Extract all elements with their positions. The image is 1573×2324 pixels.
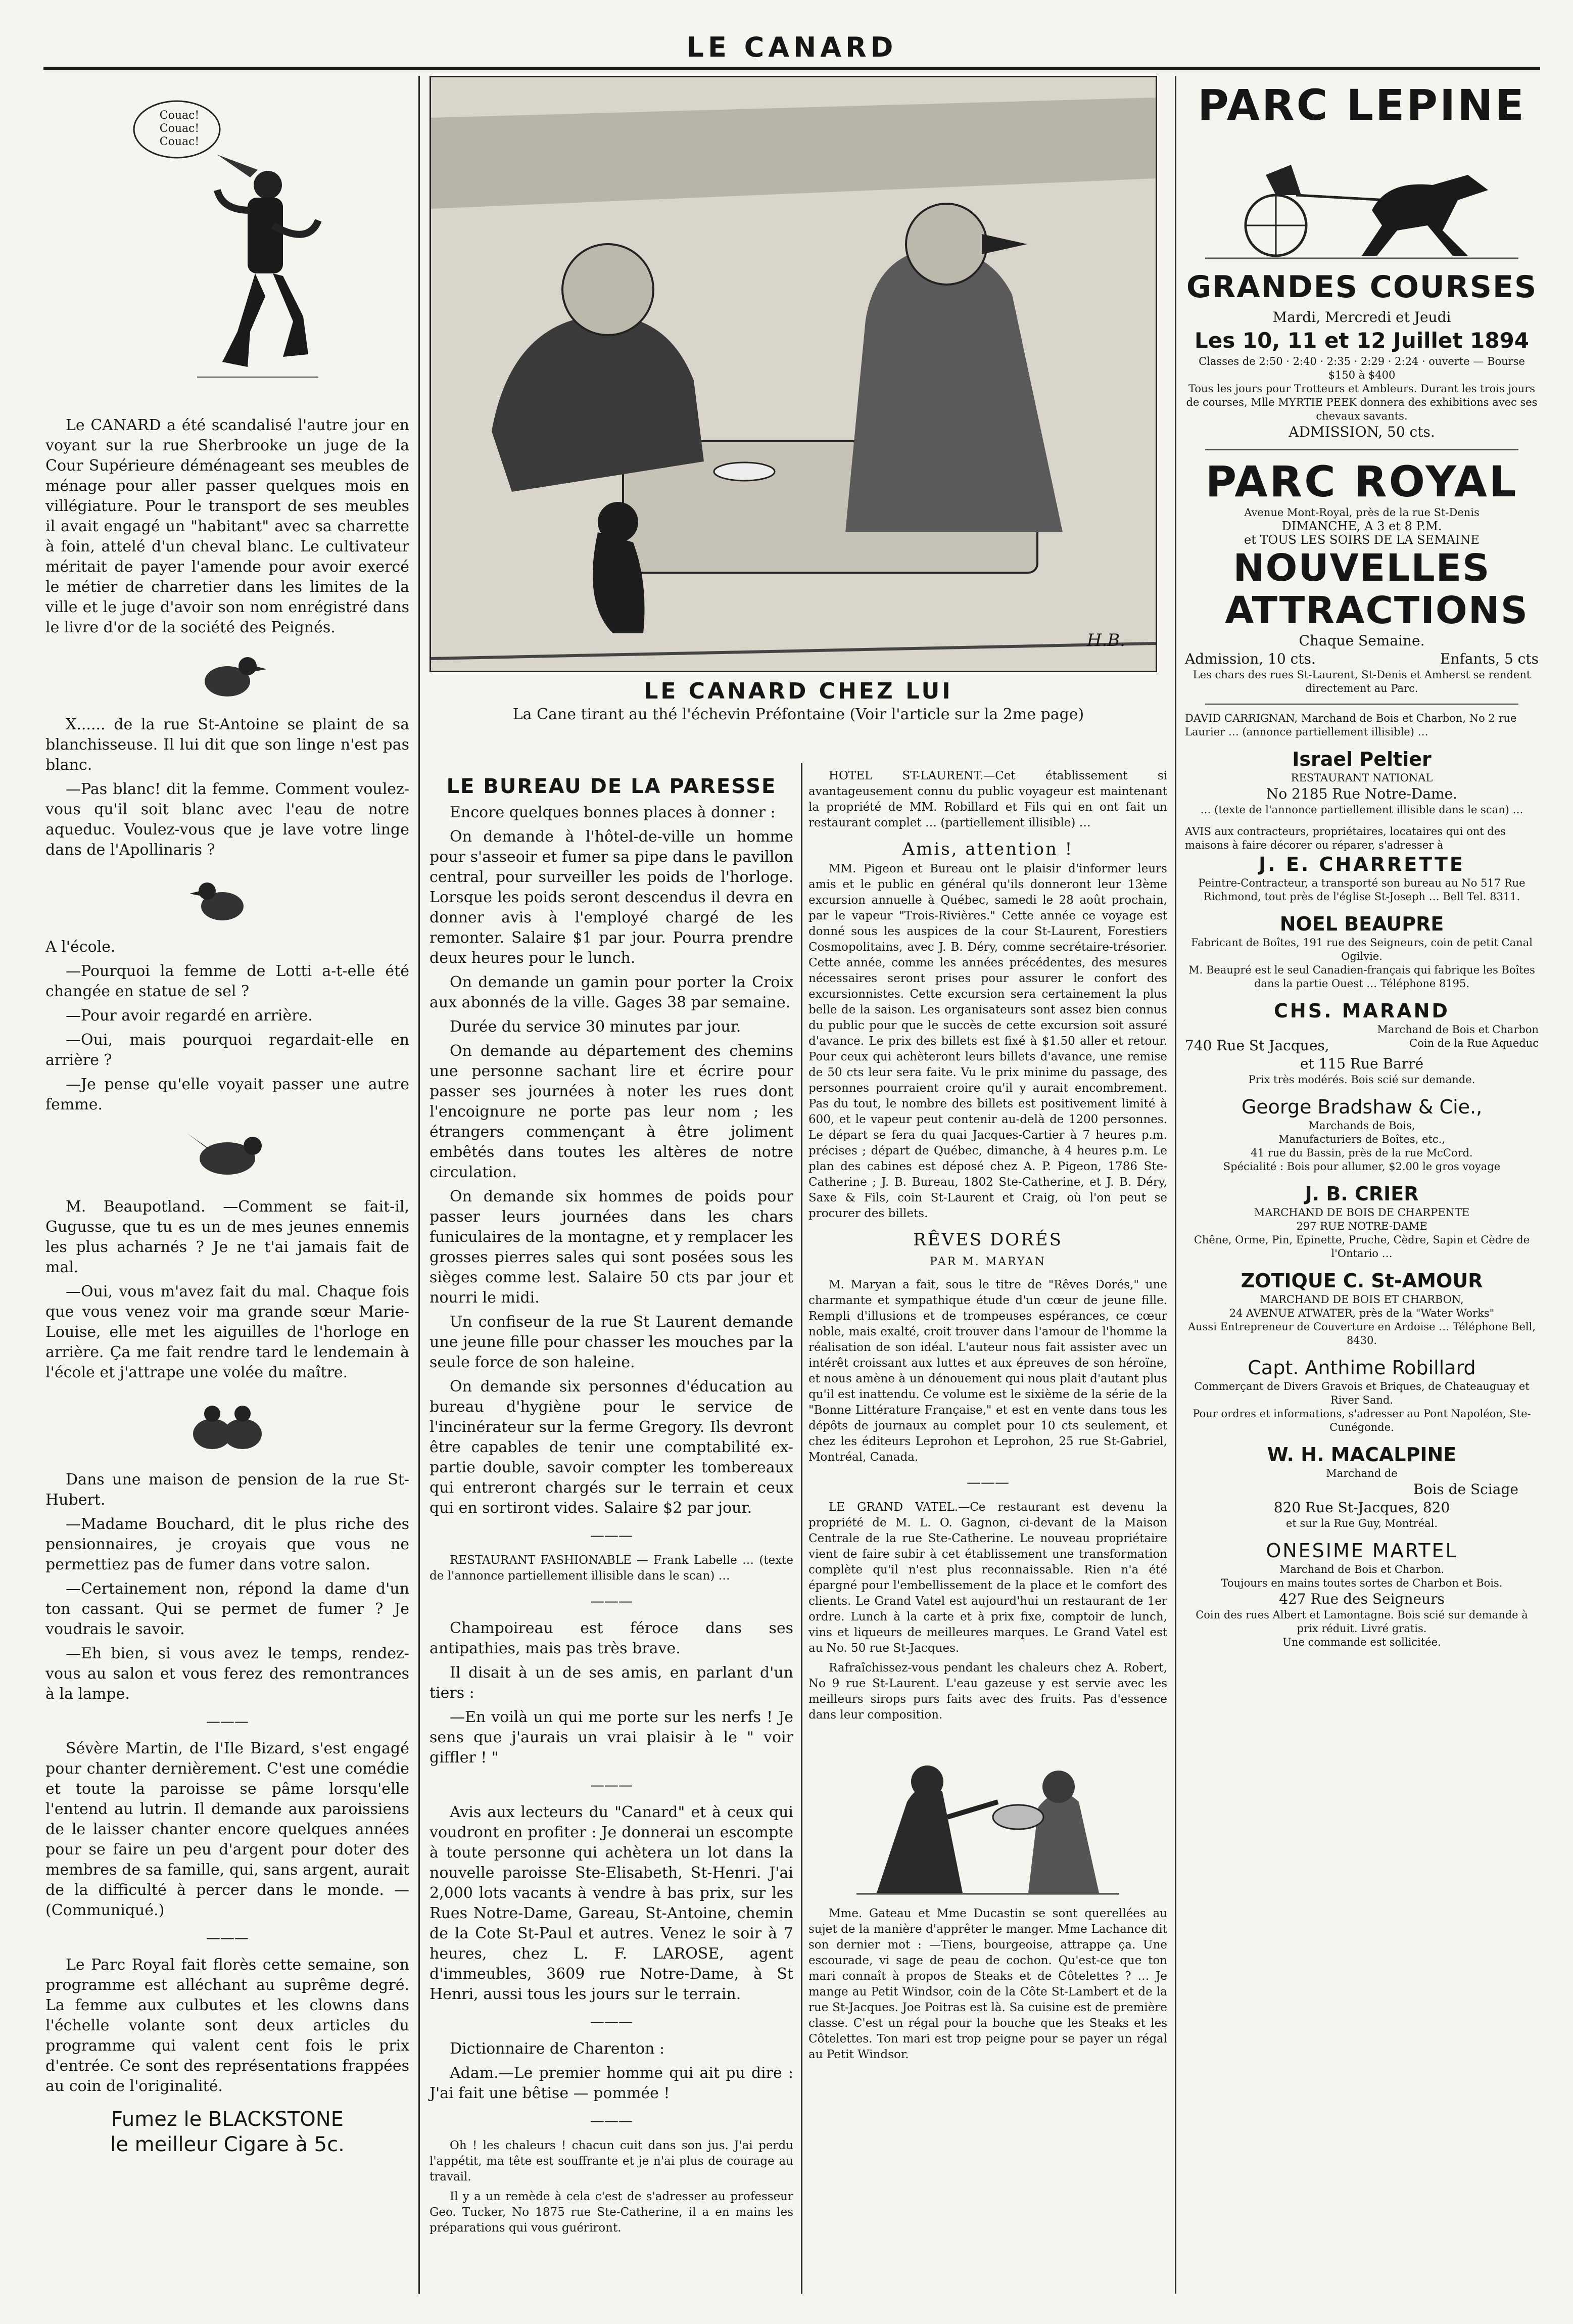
duck-vignette-icon (45, 646, 409, 707)
ad-line: Peintre-Contracteur, a transporté son bureau au No 517 Rue Richmond, tout près de l'église St-Joseph … Bell Tel. 8311. (1198, 877, 1526, 903)
robillard-ad (1185, 1356, 1539, 1434)
article-paragraph: Dictionnaire de Charenton : (450, 2040, 665, 2058)
artist-signature: H.B. (1086, 630, 1125, 650)
ad-line: Chaque Semaine. (1299, 632, 1425, 649)
ad-price-row (1185, 650, 1539, 668)
ad-price: Admission, 10 cts. (1185, 650, 1316, 667)
marand-ad (1185, 999, 1539, 1087)
ad-line: No 2185 Rue Notre-Dame. (1266, 785, 1458, 802)
article-paragraph: Champoireau est féroce dans ses antipathies, mais pas très brave. (430, 1619, 793, 1657)
separator: ——— (590, 1777, 633, 1793)
center-illustration-block (430, 76, 1167, 725)
article-paragraph: Dans une maison de pension de la rue St-Hubert. (45, 1471, 409, 1509)
article-paragraph: M. Beaupotland. —Comment se fait-il, Gugusse, que tu es un de mes jeunes ennemis les plus acharnés ? Je ne t'ai jamais fait de mal. (45, 1198, 409, 1276)
ad-address-row (1185, 1037, 1539, 1055)
illustration-subcaption: La Cane tirant au thé l'échevin Préfontaine (Voir l'article sur la 2me page) (512, 706, 1084, 723)
ad-line: Aussi Entrepreneur de Couverture en Ardoise … Téléphone Bell, 8430. (1187, 1321, 1536, 1346)
article-paragraph: Durée du service 30 minutes par jour. (450, 1018, 741, 1036)
ad-title: PARC LEPINE (1198, 80, 1526, 130)
ad-line: 427 Rue des Seigneurs (1279, 1591, 1445, 1607)
ad-line: Commerçant de Divers Gravois et Briques, de Chateauguay et River Sand. (1194, 1380, 1530, 1406)
article-paragraph: MM. Pigeon et Bureau ont le plaisir d'informer leurs amis et le public en général qu'ils donneront leur 13ème excursion annuelle à Québec, samedi le 28 août prochain, par le vapeur "Trois-Rivières." Cette année ce voyage est donné sous les auspices de la cour St-Laurent, Forestiers Cosmopolitains, avec J. B. Déry, comme secrétaire-trésorier. Cette année, comme les années précédentes, des mesures nécessaires seront prises pour assurer le confort des excursionnistes. Cette excursion sera certainement la plus belle de la saison. Les organisateurs sont assez bien connus du public pour que le succès de cette excursion soit assuré d'avance. Le prix des billets est fixé à $1.50 aller et retour. Pour ceux qui achèteront leurs billets d'avance, une remise de 50 cts leur sera faite. Vu le prix minime du passage, des personnes pourraient croire qu'il y aurait encombrement. Pas du tout, le nombre des billets est positivement limité à 600, et le vapeur peut contenir au-delà de 1200 personnes. Le départ se fera du quai Jacques-Cartier à 7 heures p.m. précises ; départ de Québec, dimanche, à 4 heures p.m. Le plan des cabines est déposé chez A. P. Pigeon, 1786 Ste-Catherine ; J. B. Bureau, 1802 Ste-Catherine, et J. B. Déry, Saxe & Fils, coin St-Laurent et Craig, où l'on peut se procurer des billets. (808, 862, 1167, 1220)
ad-line: Spécialité : Bois pour allumer, $2.00 le gros voyage (1223, 1160, 1501, 1173)
article-paragraph: Adam.—Le premier homme qui ait pu dire : J'ai fait une bêtise — pommée ! (430, 2064, 793, 2102)
ad-line: 24 AVENUE ATWATER, près de la "Water Works" (1229, 1307, 1495, 1319)
divider (1205, 704, 1518, 705)
ad-line: et 115 Rue Barré (1300, 1055, 1424, 1072)
article-paragraph: Sévère Martin, de l'Ile Bizard, s'est engagé pour chanter dernièrement. C'est une comédie et toute la paroisse se pâme lorsqu'elle l'entend au lutrin. Il demande aux paroissiens de le laisser chanter encore quelques années pour se faire un peu d'argent pour doter des membres de sa famille, qui, sans argent, aurait de la difficulté à percer dans le monde. —(Communiqué.) (45, 1740, 409, 1919)
ad-price: Enfants, 5 cts (1440, 650, 1539, 667)
column-rule (1175, 76, 1176, 2294)
ad-title: W. H. MACALPINE (1267, 1444, 1457, 1466)
ad-headline: GRANDES COURSES (1186, 269, 1538, 305)
ad-line: 41 rue du Bassin, près de la rue McCord. (1251, 1147, 1473, 1159)
article-paragraph: Encore quelques bonnes places à donner : (450, 804, 776, 821)
advertisement-text: Il y a un remède à cela c'est de s'adresser au professeur Geo. Tucker, No 1875 rue Ste-Catherine, il a en mains les préparations qui vous guériront. (430, 2190, 793, 2235)
divider (1205, 449, 1518, 450)
ad-line: MARCHAND DE BOIS ET CHARBON, (1260, 1293, 1464, 1306)
trumpeter-illustration (45, 94, 409, 407)
ad-line: ADMISSION, 50 cts. (1289, 424, 1435, 440)
article-paragraph: X...... de la rue St-Antoine se plaint de sa blanchisseuse. Il lui dit que son linge n'est pas blanc. (45, 716, 409, 774)
blackstone-advertisement (45, 2107, 409, 2157)
article-paragraph: —Pour avoir regardé en arrière. (66, 1007, 313, 1025)
charrette-ad (1185, 825, 1539, 904)
duck-vignette-icon (45, 868, 409, 929)
ducks-vignette-icon (45, 1391, 409, 1462)
ad-line: Toujours en mains toutes sortes de Charbon et Bois. (1221, 1577, 1503, 1589)
advertisement-text: HOTEL ST-LAURENT.—Cet établissement si avantageusement connu du public voyageur est maintenant la propriété de MM. Robillard et Fils qui en ont fait un restaurant complet … (partiellement illisible) … (808, 769, 1167, 829)
bradshaw-ad (1185, 1095, 1539, 1174)
ad-line: 740 Rue St Jacques, (1185, 1037, 1329, 1054)
ad-line: … (texte de l'annonce partiellement illisible dans le scan) … (1200, 804, 1523, 816)
advertisement-text: Avis aux lecteurs du "Canard" et à ceux qui voudront en profiter : Je donnerai un escompte à toute personne qui achètera un lot dans la nouvelle paroisse Ste-Elisabeth, St-Henri. J'ai 2,000 lots vacants à vendre à bas prix, sur les Rues Notre-Dame, Gareau, St-Antoine, chemin de la Cote St-Paul et autres. Venez le soir à 7 heures, chez L. F. LAROSE, agent d'immeubles, 3609 rue Notre-Dame, à St Henri, aussi tous les jours sur le terrain. (430, 1803, 793, 2003)
advertisement-text: Oh ! les chaleurs ! chacun cuit dans son jus. J'ai perdu l'appétit, ma tête est souffrante et je n'ai plus de courage au travail. (430, 2139, 793, 2183)
ad-title: ONESIME MARTEL (1266, 1540, 1458, 1562)
article-paragraph: —Madame Bouchard, dit le plus riche des pensionnaires, je croyais que vous ne permettiez pas de fumer dans votre salon. (45, 1515, 409, 1573)
ad-title: CHS. MARAND (1274, 1000, 1450, 1022)
ad-title: NOEL BEAUPRE (1279, 913, 1444, 935)
ad-line: AVIS aux contracteurs, propriétaires, locataires qui ont des maisons à faire décorer ou réparer, s'adresser à (1185, 825, 1506, 851)
ad-line: Une commande est sollicitée. (1282, 1636, 1441, 1648)
ad-line: M. Beaupré est le seul Canadien-français qui fabrique les Boîtes dans la partie Ouest … Téléphone 8195. (1188, 964, 1535, 990)
ad-line: DIMANCHE, A 3 et 8 P.M. (1281, 519, 1442, 533)
advertisement-text: Rafraîchissez-vous pendant les chaleurs chez A. Robert, No 9 rue St-Laurent. L'eau gazeuse y est servie avec les meilleurs sirops purs faits avec des fruits. Pas d'essence dans leur composition. (808, 1661, 1167, 1722)
advertisement-text: LE GRAND VATEL.—Ce restaurant est devenu la propriété de M. L. O. Gagnon, ci-devant de la Maison Centrale de la rue Ste-Catherine. Le nouveau propriétaire vient de faire subir à cet établissement une transformation complète qu'il n'est plus reconnaissable. Rien n'a été épargné pour l'embellissement de la place et le comfort des clients. Le Grand Vatel est aujourd'hui un restaurant de 1er ordre. Lunch à la carte et à prix fixe, comptoir de lunch, vins et liqueurs de meilleures marques. Le Grand Vatel est au No. 50 rue St-Jacques. (808, 1501, 1167, 1655)
ad-line: Coin des rues Albert et Lamontagne. Bois scié sur demande à prix réduit. Livré gratis. (1196, 1609, 1528, 1635)
macalpine-ad (1185, 1443, 1539, 1530)
separator: ——— (206, 1929, 249, 1946)
ad-line: Manufacturiers de Boîtes, etc., (1278, 1133, 1446, 1145)
advertisements-column (1185, 81, 1539, 1657)
ad-line: et TOUS LES SOIRS DE LA SEMAINE (1244, 533, 1480, 547)
ad-line: Bois de Sciage (1413, 1481, 1518, 1498)
ad-line: Prix très modérés. Bois scié sur demande. (1248, 1074, 1475, 1086)
main-illustration (430, 76, 1157, 672)
parc-lepine-ad (1185, 81, 1539, 441)
ad-title: ZOTIQUE C. St-AMOUR (1241, 1270, 1483, 1292)
martel-ad (1185, 1539, 1539, 1649)
article-paragraph: —Certainement non, répond la dame d'un ton cassant. Qui se permet de fumer ? Je voudrais le savoir. (45, 1580, 409, 1638)
ad-title: Israel Peltier (1292, 748, 1432, 770)
article-heading: Amis, attention ! (902, 839, 1074, 859)
ad-line: Fumez le BLACKSTONE (111, 2108, 344, 2131)
article-paragraph: Le Parc Royal fait florès cette semaine, son programme est alléchant au suprême degré. La femme aux culbutes et les clowns dans l'échelle volante sont deux articles du programme qui valent cent fois le prix d'entrée. Ce sont des représentations frappées au coin de l'originalité. (45, 1956, 409, 2095)
article-byline: PAR M. MARYAN (930, 1256, 1046, 1268)
article-paragraph: Il disait à un de ses amis, en parlant d'un tiers : (430, 1664, 793, 1702)
duck-vignette-icon (45, 1123, 409, 1189)
speech-bubble-text: Couac! Couac! Couac! (159, 109, 200, 148)
article-heading: RÊVES DORÉS (913, 1230, 1063, 1250)
carignan-ad (1185, 712, 1539, 739)
separator: ——— (590, 2112, 633, 2129)
ad-line: DAVID CARRIGNAN, Marchand de Bois et Charbon, No 2 rue Laurier … (annonce partiellement illisible) … (1185, 712, 1517, 738)
ad-line: et sur la Rue Guy, Montréal. (1285, 1517, 1438, 1529)
middle-right-column (808, 768, 1167, 2067)
ad-title: J. B. CRIER (1305, 1183, 1419, 1205)
ad-title: Capt. Anthime Robillard (1248, 1357, 1476, 1379)
article-paragraph: On demande au département des chemins une personne sachant lire et écrire pour passer ses journées à noter les rues dont l'encoignure ne porte pas leur nom ; les étrangers commençant à être joliment embêtés dans toutes les altères de notre circulation. (430, 1042, 793, 1181)
ad-line: Marchand de Bois et Charbon (1377, 1024, 1539, 1036)
beaupre-ad (1185, 912, 1539, 991)
column-rule (801, 763, 802, 2294)
illustration-caption: LE CANARD CHEZ LUI (644, 678, 953, 704)
article-paragraph: On demande six hommes de poids pour passer leurs journées dans les chars funiculaires de la montagne, et y remplacer les grosses pierres sales qui sont posées sous les sièges comme lest. Salaire 50 cts par jour et nourri le midi. (430, 1188, 793, 1307)
article-paragraph: On demande six personnes d'éducation au bureau d'hygiène pour le service de l'incinérateur sur la ferme Gregory. Ils devront être capables de tenir une comptabilité ex-partie double, savoir compter les tombereaux qui entreront chargés sur le terrain et ceux qui en sortiront vides. Salaire $2 par jour. (430, 1378, 793, 1517)
ad-line: 297 RUE NOTRE-DAME (1296, 1220, 1427, 1232)
column-rule (418, 76, 420, 2294)
article-paragraph: M. Maryan a fait, sous le titre de "Rêves Dorés," une charmante et sympathique étude d'un cœur de jeune fille. Rempli d'illusions et de trompeuses espérances, ce cœur noble, mais exalté, croit trouver dans l'amour de l'homme la réalisation de son idéal. L'auteur nous fait assister avec un intérêt croissant aux luttes et aux épreuves de son héroïne, et nous amène à un dénouement qui nous plait d'autant plus qu'il est inattendu. Ce volume est le sixième de la série de la "Bonne Littérature Française," et est en vente dans tous les dépôts de journaux au complet pour 10 cts seulement, et chez les éditeurs Leprohon et Leprohon, 25 rue St-Gabriel, Montréal, Canada. (808, 1278, 1167, 1464)
article-paragraph: —Oui, vous m'avez fait du mal. Chaque fois que vous venez voir ma grande sœur Marie-Louise, elle met les aiguilles de l'horloge en arrière. Ça me fait rendre tard le lendemain à l'école et j'attrape une volée du maître. (45, 1283, 409, 1381)
article-paragraph: —Pas blanc! dit la femme. Comment voulez-vous qu'il soit blanc avec l'eau de notre aqueduc. Voulez-vous que je lave votre linge dans de l'Apollinaris ? (45, 780, 409, 859)
article-paragraph: Un confiseur de la rue St Laurent demande une jeune fille pour chasser les mouches par la seule force de son haleine. (430, 1313, 793, 1371)
article-paragraph: —Pourquoi la femme de Lotti a-t-elle été changée en statue de sel ? (45, 962, 409, 1000)
ad-headline: ATTRACTIONS (1225, 589, 1529, 632)
separator: ——— (590, 2013, 633, 2030)
parc-royal-ad (1185, 457, 1539, 695)
masthead (43, 20, 1540, 70)
ad-line: MARCHAND DE BOIS DE CHARPENTE (1254, 1206, 1470, 1219)
crier-ad (1185, 1182, 1539, 1261)
article-paragraph: —En voilà un qui me porte sur les nerfs ! Je sens que j'aurais un vrai plaisir à le " voir giffler ! " (430, 1708, 793, 1767)
ad-line: Mardi, Mercredi et Jeudi (1272, 309, 1451, 326)
ad-title: PARC ROYAL (1205, 457, 1518, 506)
ad-line: Marchand de Bois et Charbon. (1279, 1563, 1445, 1575)
advertisement-text: Mme. Gateau et Mme Ducastin se sont querellées au sujet de la manière d'apprêter le manger. Mme Lachance dit son dernier mot : —Tiens, bourgeoise, attrappe ça. Une escourade, vi sage de peau de cochon. Qu'est-ce que ton mari connaît à propos de Steaks et de Côtelettes ? … Je mange au Petit Windsor, coin de la Côte St-Lambert et de la rue St-Jacques. Joe Poitras est là. Sa cuisine est de première classe. C'est un régal pour la bouche que les Steaks et les Côtelettes. Ton mari est trop peigne pour se payer un régal au Petit Windsor. (808, 1907, 1167, 2061)
article-paragraph: —Eh bien, si vous avez le temps, rendez-vous au salon et vous ferez des remontrances à la lampe. (45, 1645, 409, 1703)
separator: ——— (206, 1713, 249, 1730)
newspaper-title: LE CANARD (686, 31, 897, 63)
article-paragraph: A l'école. (45, 938, 116, 956)
quarrel-illustration (808, 1731, 1167, 1898)
article-paragraph: Le CANARD a été scandalisé l'autre jour en voyant sur la rue Sherbrooke un juge de la Cour Supérieure déménageant ses meubles de ménage pour aller passer quelques mois en villégiature. Pour le transport de ses meubles il avait engagé un "habitant" avec sa charrette à foin, attelé d'un cheval blanc. Le cultivateur méritait de payer l'amende pour avoir exercé le métier de charretier dans les limites de la ville et le juge d'avoir son nom enrégistré dans le livre d'or de la société des Peignés. (45, 416, 409, 636)
ad-line: le meilleur Cigare à 5c. (110, 2133, 345, 2156)
article-heading: LE BUREAU DE LA PARESSE (446, 775, 777, 798)
article-paragraph: On demande à l'hôtel-de-ville un homme pour s'asseoir et fumer sa pipe dans le pavillon central, pour surveiller les poids de l'horloge. Lorsque les poids seront descendus il devra en donner avis à l'employé chargé de les remonter. Salaire $1 par jour. Pourra prendre deux heures pour le lunch. (430, 828, 793, 967)
ad-headline: NOUVELLES (1233, 546, 1491, 590)
ad-line: Marchands de Bois, (1308, 1120, 1415, 1132)
separator: ——— (967, 1474, 1009, 1491)
ad-title: J. E. CHARRETTE (1259, 853, 1465, 875)
separator: ——— (590, 1593, 633, 1609)
ad-line: Chêne, Orme, Pin, Epinette, Pruche, Cèdre, Sapin et Cèdre de l'Ontario … (1194, 1234, 1530, 1260)
separator: ——— (590, 1527, 633, 1544)
ad-line: 820 Rue St-Jacques, 820 (1273, 1499, 1450, 1516)
article-paragraph: —Je pense qu'elle voyait passer une autre femme. (45, 1076, 409, 1113)
ad-dates: Les 10, 11 et 12 Juillet 1894 (1194, 328, 1529, 353)
harness-race-illustration (1185, 134, 1539, 261)
ad-line: Tous les jours pour Trotteurs et Ambleurs. Durant les trois jours de courses, Mlle MYRTIE PEEK donnera des exhibitions avec ses chevaux savants. (1186, 383, 1538, 422)
ad-title: George Bradshaw & Cie., (1241, 1096, 1483, 1118)
ad-line: Fabricant de Boîtes, 191 rue des Seigneurs, coin de petit Canal Ogilvie. (1191, 937, 1533, 962)
ad-line: Les chars des rues St-Laurent, St-Denis et Amherst se rendent directement au Parc. (1193, 669, 1531, 694)
st-amour-ad (1185, 1269, 1539, 1347)
middle-left-column (430, 768, 793, 2240)
peltier-ad (1185, 747, 1539, 817)
ad-line: Coin de la Rue Aqueduc (1409, 1037, 1539, 1049)
ad-line: Pour ordres et informations, s'adresser au Pont Napoléon, Ste-Cunégonde. (1193, 1408, 1531, 1433)
ad-line: Marchand de (1326, 1467, 1398, 1479)
ad-line: Classes de 2:50 · 2:40 · 2:35 · 2:29 · 2:24 · ouverte — Bourse $150 à $400 (1199, 355, 1525, 381)
article-paragraph: —Oui, mais pourquoi regardait-elle en arrière ? (45, 1031, 409, 1069)
ad-line: Avenue Mont-Royal, près de la rue St-Denis (1244, 506, 1480, 519)
article-paragraph: On demande un gamin pour porter la Croix aux abonnés de la ville. Gages 38 par semaine. (430, 973, 793, 1011)
advertisement-text: RESTAURANT FASHIONABLE — Frank Labelle … (texte de l'annonce partiellement illisible dans le scan) … (430, 1554, 793, 1583)
left-column (45, 86, 409, 2157)
ad-line: RESTAURANT NATIONAL (1291, 772, 1433, 784)
